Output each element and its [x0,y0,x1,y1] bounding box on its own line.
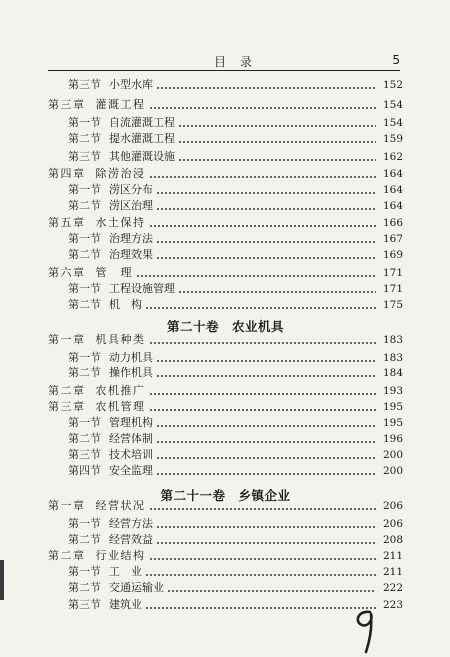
dot-leader [145,574,376,576]
entry-label [48,167,146,181]
toc-section-row [68,148,403,164]
toc-chapter-row [48,214,403,230]
entry-title: 涝区分布 [109,183,153,196]
entry-title: 工 业 [109,565,142,578]
entry-title: 治理方法 [109,232,153,245]
entry-number: 第三节 [68,598,101,611]
entry-label [68,448,153,462]
dot-leader [156,425,376,427]
entry-page-number: 195 [382,417,403,429]
handwritten-page-mark [348,606,384,656]
entry-title: 经营体制 [109,432,153,445]
entry-page-number: 222 [382,582,403,594]
dot-leader [149,176,376,178]
page-header [48,52,400,71]
dot-leader [156,241,376,243]
entry-title: 交通运输业 [109,581,164,594]
entry-number: 第二节 [68,581,101,594]
entry-number: 第二节 [68,533,101,546]
dot-leader [156,526,376,528]
toc-chapter-row [48,264,403,280]
entry-title: 经营状况 [95,499,146,512]
toc-section-row [68,296,403,312]
toc-section-row [68,349,403,365]
entry-label [48,499,146,513]
entry-title: 经营方法 [109,517,153,530]
entry-label [68,366,153,380]
entry-number: 第一节 [68,282,101,295]
entry-number: 第一节 [68,351,101,364]
entry-page-number: 171 [382,267,403,279]
toc-section-row [68,446,403,462]
entry-page-number: 162 [382,151,403,163]
entry-number: 第三节 [68,448,101,461]
entry-page-number: 200 [382,465,403,477]
entry-page-number: 183 [382,352,403,364]
toc-section-row [68,246,403,262]
dot-leader [149,107,376,109]
entry-page-number: 196 [382,433,403,445]
entry-page-number: 223 [382,599,403,611]
entry-title: 安全监理 [109,464,153,477]
entry-number: 第一节 [68,232,101,245]
toc-section-row [68,114,403,130]
toc-section-row [68,76,403,92]
entry-title: 操作机具 [109,366,153,379]
dot-leader [149,342,376,344]
toc-section-row [68,531,403,547]
entry-page-number: 193 [382,385,403,397]
entry-number: 第四章 [48,167,86,180]
entry-number: 第一节 [68,565,101,578]
entry-page-number: 208 [382,534,403,546]
entry-number: 第二节 [68,199,101,212]
entry-label [68,416,153,430]
entry-label [48,98,146,112]
entry-page-number: 195 [382,401,403,413]
entry-page-number: 211 [382,566,403,578]
toc-section-row [68,515,403,531]
toc-section-row [68,414,403,430]
entry-label [68,565,142,579]
entry-label [68,116,175,130]
toc-section-row [68,462,403,478]
dot-leader [145,607,376,609]
entry-label [68,464,153,478]
entry-label [68,282,175,296]
entry-number: 第三章 [48,98,86,111]
entry-title: 其他灌溉设施 [109,150,175,163]
entry-number: 第一节 [68,416,101,429]
toc-section-row [68,280,403,296]
dot-leader [149,409,376,411]
entry-page-number: 206 [382,518,403,530]
entry-title: 机具种类 [95,333,146,346]
entry-page-number: 200 [382,449,403,461]
toc-chapter-row [48,497,403,513]
entry-page-number: 164 [382,168,403,180]
dot-leader [178,291,376,293]
dot-leader [145,307,376,309]
dot-leader [167,590,376,592]
toc-chapter-row [48,398,403,414]
entry-title: 管 理 [95,266,133,279]
entry-label [48,216,146,230]
entry-title: 机 构 [109,298,142,311]
entry-page-number: 164 [382,184,403,196]
entry-number: 第六章 [48,266,86,279]
dot-leader [149,508,376,510]
entry-label [68,232,153,246]
entry-label [48,333,146,347]
toc-section-row [68,430,403,446]
entry-label [48,400,146,414]
entry-label [48,549,146,563]
entry-number: 第二章 [48,549,86,562]
entry-title: 小型水库 [109,78,153,91]
dot-leader [178,141,376,143]
dot-leader [178,159,376,161]
dot-leader [156,360,376,362]
toc-chapter-row [48,382,403,398]
entry-page-number: 183 [382,334,403,346]
entry-page-number: 169 [382,249,403,261]
entry-page-number: 167 [382,233,403,245]
toc-chapter-row [48,331,403,347]
dot-leader [156,192,376,194]
entry-number: 第三节 [68,150,101,163]
dot-leader [156,87,376,89]
entry-label [68,183,153,197]
dot-leader [156,473,376,475]
entry-page-number: 152 [382,79,403,91]
entry-number: 第二节 [68,366,101,379]
dot-leader [149,558,376,560]
entry-page-number: 175 [382,299,403,311]
entry-label [68,432,153,446]
entry-label [68,351,153,365]
toc-chapter-row [48,165,403,181]
entry-label [48,384,146,398]
entry-label [68,533,153,547]
toc-section-row [68,579,403,595]
entry-page-number: 206 [382,500,403,512]
entry-number: 第二节 [68,432,101,445]
entry-label [68,248,153,262]
entry-page-number: 171 [382,283,403,295]
dot-leader [178,125,376,127]
dot-leader [156,257,376,259]
entry-number: 第四节 [68,464,101,477]
dot-leader [149,225,376,227]
entry-title: 动力机具 [109,351,153,364]
dot-leader [156,375,376,377]
entry-title: 治理效果 [109,248,153,261]
entry-label [68,199,153,213]
entry-label [68,132,175,146]
entry-number: 第五章 [48,216,86,229]
dot-leader [149,393,376,395]
entry-label [68,598,142,612]
dot-leader [136,275,376,277]
toc-section-row [68,130,403,146]
volume-title: 第二十卷 农业机具 [166,319,284,334]
toc-chapter-row [48,96,403,112]
toc-chapter-row [48,547,403,563]
entry-number: 第二章 [48,384,86,397]
entry-title: 灌溉工程 [95,98,146,111]
entry-page-number: 154 [382,99,403,111]
entry-number: 第一节 [68,517,101,530]
entry-number: 第一节 [68,183,101,196]
page-edge-mark [0,560,4,600]
entry-number: 第二节 [68,298,101,311]
entry-title: 自流灌溉工程 [109,116,175,129]
toc-section-row [68,563,403,579]
entry-title: 行业结构 [95,549,146,562]
entry-label [48,266,133,280]
entry-page-number: 166 [382,217,403,229]
header-page-number: 5 [392,53,400,67]
entry-title: 工程设施管理 [109,282,175,295]
entry-page-number: 159 [382,133,403,145]
entry-title: 涝区治理 [109,199,153,212]
toc-section-row [68,364,403,380]
entry-title: 除涝治浸 [95,167,146,180]
toc-section-row [68,181,403,197]
entry-title: 水土保持 [95,216,146,229]
entry-title: 建筑业 [109,598,142,611]
entry-page-number: 164 [382,200,403,212]
dot-leader [156,441,376,443]
entry-number: 第三节 [68,78,101,91]
dot-leader [156,542,376,544]
entry-page-number: 154 [382,117,403,129]
entry-number: 第二节 [68,132,101,145]
entry-label [68,581,164,595]
entry-title: 农机推广 [95,384,146,397]
entry-title: 提水灌溉工程 [109,132,175,145]
entry-number: 第一章 [48,499,86,512]
dot-leader [156,208,376,210]
entry-title: 经营效益 [109,533,153,546]
entry-title: 农机管理 [95,400,146,413]
dot-leader [156,457,376,459]
toc-section-row [68,230,403,246]
entry-label [68,298,142,312]
entry-number: 第一章 [48,333,86,346]
entry-number: 第二节 [68,248,101,261]
entry-number: 第三章 [48,400,86,413]
entry-title: 管理机构 [109,416,153,429]
entry-page-number: 211 [382,550,403,562]
entry-number: 第一节 [68,116,101,129]
header-title: 目录 [214,55,267,69]
entry-page-number: 184 [382,367,403,379]
entry-label [68,150,175,164]
volume-title: 第二十一卷 乡镇企业 [160,488,291,503]
entry-label [68,78,153,92]
entry-label [68,517,153,531]
toc-section-row [68,197,403,213]
entry-title: 技术培训 [109,448,153,461]
